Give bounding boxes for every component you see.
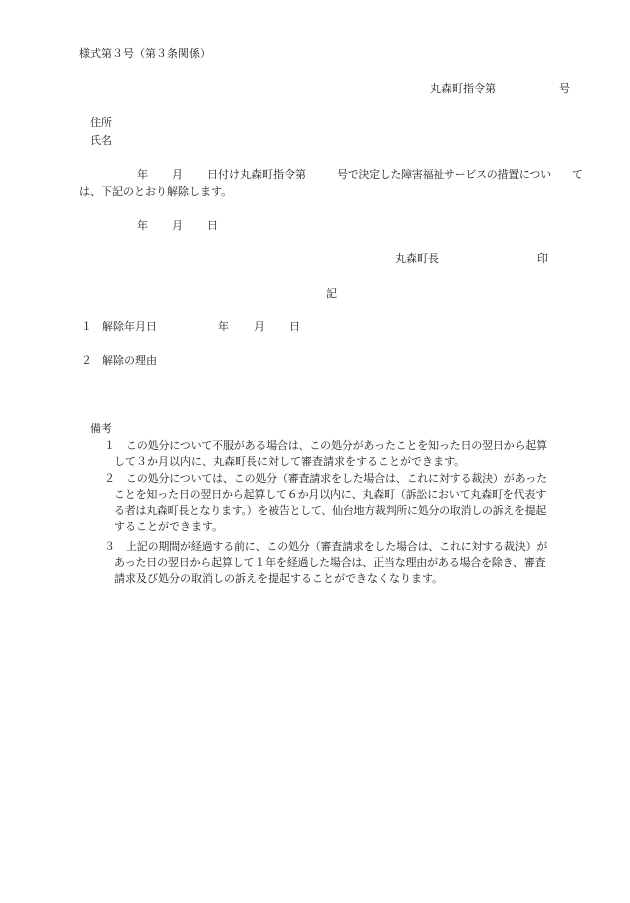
item-1-label: 解除年月日	[102, 320, 157, 333]
ki-heading: 記	[326, 287, 337, 300]
doc-number-suffix: 号	[559, 82, 570, 95]
seal-mark: 印	[537, 252, 548, 265]
note-2-line-2: ことを知った日の翌日から起算して６か月以内に、丸森町（訴訟において丸森町を代表す	[114, 488, 546, 501]
issuer-title: 丸森町長	[395, 252, 439, 265]
note-1-line-1: この処分について不服がある場合は、この処分があったことを知った日の翌日から起算	[126, 439, 547, 452]
body-te: て	[572, 168, 583, 181]
note-1-text	[114, 438, 584, 470]
item-2-label: 解除の理由	[102, 354, 157, 367]
note-3-line-1: 上記の期間が経過する前に、この処分（審査請求をした場合は、これに対する裁決）が	[126, 540, 548, 553]
doc-number-prefix: 丸森町指令第	[430, 82, 496, 95]
body-line-2: は、下記のとおり解除します。	[79, 185, 233, 198]
note-3-num: ３	[104, 540, 115, 553]
item-1-year: 年	[218, 320, 229, 333]
issue-year: 年	[137, 219, 148, 232]
note-1-num: １	[104, 439, 115, 452]
item-1-num: １	[81, 320, 92, 333]
address-label: 住所	[90, 116, 112, 129]
note-2-text	[114, 471, 584, 535]
notes-title: 備考	[90, 422, 112, 435]
body-month: 月	[172, 168, 183, 181]
issue-month: 月	[172, 219, 183, 232]
body-year: 年	[137, 168, 148, 181]
item-2-num: ２	[81, 354, 92, 367]
note-3-line-3: 請求及び処分の取消しの訴えを提起することができなくなります。	[114, 572, 444, 585]
issue-day: 日	[207, 219, 218, 232]
item-1-month: 月	[254, 320, 265, 333]
note-3-line-2: あった日の翌日から起算して１年を経過した場合は、正当な理由がある場合を除き、審査	[114, 556, 546, 569]
note-2-line-3: る者は丸森町長となります。）を被告として、仙台地方裁判所に処分の取消しの訴えを提起	[114, 504, 547, 517]
body-rest: 号で決定した障害福祉サービスの措置につい	[337, 168, 551, 181]
note-1-line-2: して３か月以内に、丸森町長に対して審査請求をすることができます。	[114, 455, 466, 468]
form-header: 様式第３号（第３条関係）	[79, 47, 211, 60]
name-label: 氏名	[90, 134, 112, 147]
note-2-num: ２	[104, 472, 115, 485]
note-2-line-4: することができます。	[114, 520, 224, 533]
body-day-ref: 日付け丸森町指令第	[207, 168, 306, 181]
note-2-line-1: この処分については、この処分（審査請求をした場合は、これに対する裁決）があった	[126, 472, 547, 485]
note-3-text	[114, 539, 584, 587]
item-1-day: 日	[289, 320, 300, 333]
